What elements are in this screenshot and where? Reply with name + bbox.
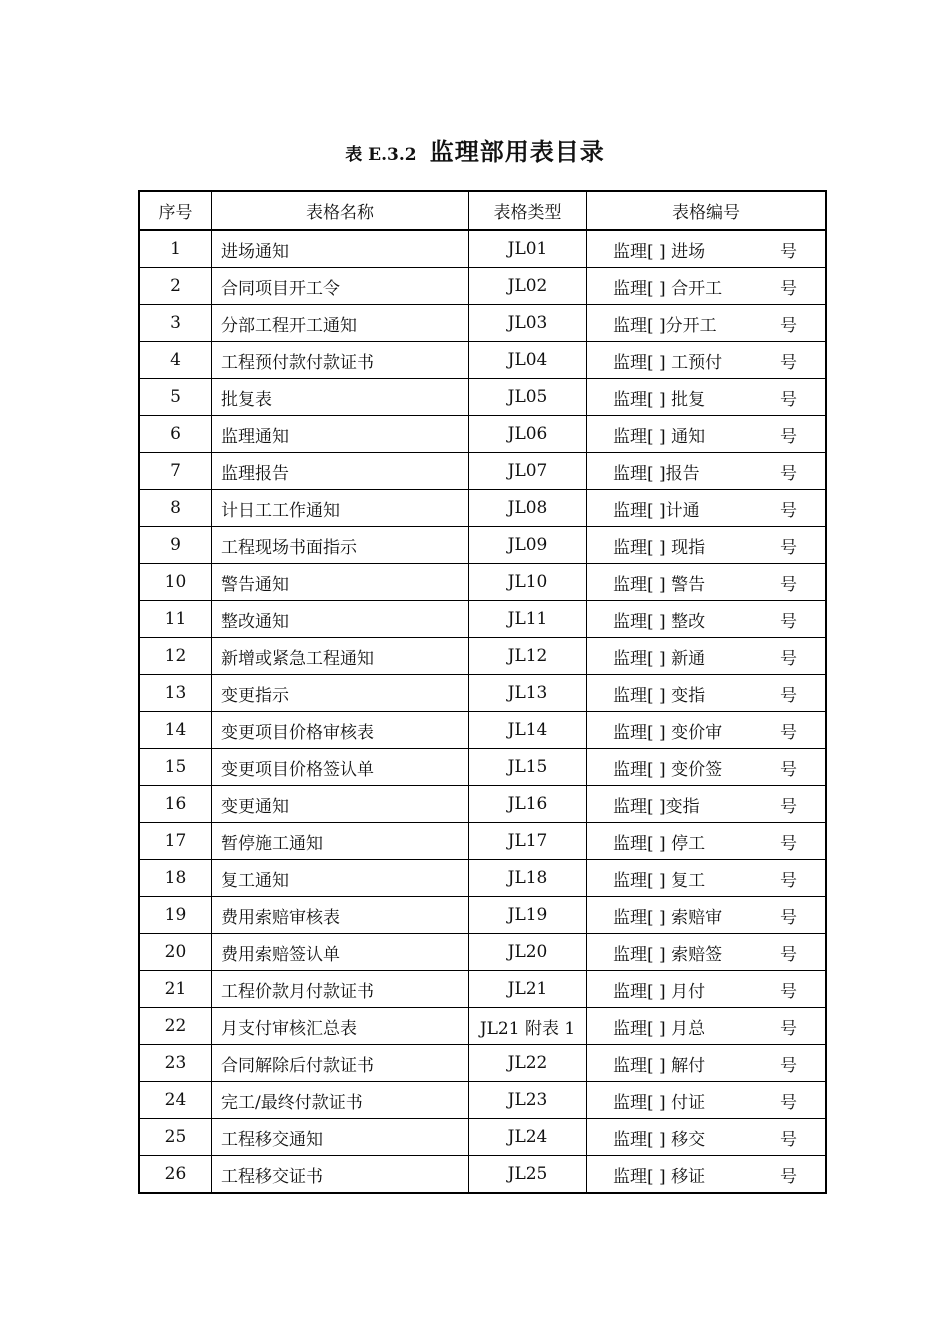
table-title: 监理部用表目录 xyxy=(429,138,605,166)
form-code-prefix: 监理[ ]变指 xyxy=(613,796,700,817)
form-type-cell: JL16 xyxy=(469,786,587,823)
form-name-cell: 变更项目价格审核表 xyxy=(212,712,469,749)
form-code-prefix: 监理[ ] 解付 xyxy=(613,1055,706,1076)
form-code-content xyxy=(587,1088,825,1113)
form-type-cell: JL18 xyxy=(469,860,587,897)
table-body xyxy=(139,230,826,1193)
table-row xyxy=(139,1045,826,1082)
table-row xyxy=(139,601,826,638)
form-type-cell: JL05 xyxy=(469,379,587,416)
form-type-cell: JL25 xyxy=(469,1156,587,1194)
form-code-number-suffix: 号 xyxy=(780,574,797,595)
form-name-cell: 工程现场书面指示 xyxy=(212,527,469,564)
serial-number-cell: 5 xyxy=(139,379,212,416)
form-code-prefix: 监理[ ]分开工 xyxy=(613,315,717,336)
serial-number-cell: 11 xyxy=(139,601,212,638)
form-code-cell xyxy=(587,1008,827,1045)
header-serial-number: 序号 xyxy=(139,191,212,230)
serial-number-cell: 19 xyxy=(139,897,212,934)
serial-number-cell: 1 xyxy=(139,230,212,268)
form-code-content xyxy=(587,496,825,521)
form-code-content xyxy=(587,755,825,780)
form-code-number-suffix: 号 xyxy=(780,1055,797,1076)
form-code-prefix: 监理[ ] 合开工 xyxy=(613,278,723,299)
form-code-prefix: 监理[ ] 移证 xyxy=(613,1166,706,1187)
form-type-cell: JL21 附表 1 xyxy=(469,1008,587,1045)
form-code-number-suffix: 号 xyxy=(780,648,797,669)
form-name-cell: 工程价款月付款证书 xyxy=(212,971,469,1008)
form-code-cell xyxy=(587,971,827,1008)
table-row xyxy=(139,305,826,342)
table-row xyxy=(139,490,826,527)
form-code-prefix: 监理[ ]计通 xyxy=(613,500,700,521)
table-row xyxy=(139,1156,826,1194)
form-code-cell xyxy=(587,786,827,823)
form-type-cell: JL09 xyxy=(469,527,587,564)
form-catalog-table xyxy=(138,190,827,1194)
form-code-cell xyxy=(587,749,827,786)
table-row xyxy=(139,675,826,712)
form-type-cell: JL19 xyxy=(469,897,587,934)
form-type-cell: JL20 xyxy=(469,934,587,971)
table-row xyxy=(139,527,826,564)
form-code-content xyxy=(587,792,825,817)
form-code-content xyxy=(587,422,825,447)
page-title xyxy=(0,132,950,167)
table-header xyxy=(139,191,826,230)
table-row xyxy=(139,379,826,416)
form-code-cell xyxy=(587,342,827,379)
form-name-cell: 完工/最终付款证书 xyxy=(212,1082,469,1119)
form-name-cell: 分部工程开工通知 xyxy=(212,305,469,342)
form-code-number-suffix: 号 xyxy=(780,315,797,336)
form-name-cell: 工程预付款付款证书 xyxy=(212,342,469,379)
form-name-cell: 整改通知 xyxy=(212,601,469,638)
table-row xyxy=(139,342,826,379)
form-type-cell: JL12 xyxy=(469,638,587,675)
form-code-number-suffix: 号 xyxy=(780,796,797,817)
form-type-cell: JL10 xyxy=(469,564,587,601)
form-code-number-suffix: 号 xyxy=(780,833,797,854)
form-code-number-suffix: 号 xyxy=(780,944,797,965)
form-code-cell xyxy=(587,230,827,268)
form-name-cell: 进场通知 xyxy=(212,230,469,268)
form-code-prefix: 监理[ ] 现指 xyxy=(613,537,706,558)
form-code-content xyxy=(587,903,825,928)
table-row xyxy=(139,564,826,601)
form-code-number-suffix: 号 xyxy=(780,241,797,262)
form-type-cell: JL23 xyxy=(469,1082,587,1119)
serial-number-cell: 14 xyxy=(139,712,212,749)
form-name-cell: 变更通知 xyxy=(212,786,469,823)
form-code-content xyxy=(587,1014,825,1039)
table-row xyxy=(139,786,826,823)
form-code-content xyxy=(587,977,825,1002)
form-code-number-suffix: 号 xyxy=(780,426,797,447)
form-code-content xyxy=(587,459,825,484)
form-name-cell: 月支付审核汇总表 xyxy=(212,1008,469,1045)
form-type-cell: JL01 xyxy=(469,230,587,268)
form-code-cell xyxy=(587,675,827,712)
form-code-number-suffix: 号 xyxy=(780,981,797,1002)
form-code-prefix: 监理[ ] 通知 xyxy=(613,426,706,447)
form-code-prefix: 监理[ ]报告 xyxy=(613,463,700,484)
table-row xyxy=(139,1082,826,1119)
serial-number-cell: 23 xyxy=(139,1045,212,1082)
form-code-number-suffix: 号 xyxy=(780,1092,797,1113)
table-row xyxy=(139,638,826,675)
form-code-content xyxy=(587,644,825,669)
serial-number-cell: 8 xyxy=(139,490,212,527)
form-code-prefix: 监理[ ] 变指 xyxy=(613,685,706,706)
form-code-content xyxy=(587,570,825,595)
form-code-cell xyxy=(587,1045,827,1082)
form-code-content xyxy=(587,1125,825,1150)
serial-number-cell: 13 xyxy=(139,675,212,712)
form-code-content xyxy=(587,718,825,743)
form-code-cell xyxy=(587,638,827,675)
header-form-type: 表格类型 xyxy=(469,191,587,230)
form-name-cell: 监理报告 xyxy=(212,453,469,490)
table-row xyxy=(139,453,826,490)
serial-number-cell: 26 xyxy=(139,1156,212,1194)
form-code-prefix: 监理[ ] 索赔审 xyxy=(613,907,723,928)
form-code-content xyxy=(587,940,825,965)
form-code-number-suffix: 号 xyxy=(780,1166,797,1187)
form-code-cell xyxy=(587,897,827,934)
form-name-cell: 合同解除后付款证书 xyxy=(212,1045,469,1082)
form-code-prefix: 监理[ ] 付证 xyxy=(613,1092,706,1113)
form-name-cell: 批复表 xyxy=(212,379,469,416)
form-code-number-suffix: 号 xyxy=(780,278,797,299)
form-name-cell: 工程移交通知 xyxy=(212,1119,469,1156)
form-name-cell: 费用索赔签认单 xyxy=(212,934,469,971)
form-code-prefix: 监理[ ] 移交 xyxy=(613,1129,706,1150)
table-row xyxy=(139,860,826,897)
header-form-name: 表格名称 xyxy=(212,191,469,230)
table-row xyxy=(139,749,826,786)
form-code-cell xyxy=(587,490,827,527)
form-type-cell: JL02 xyxy=(469,268,587,305)
form-code-cell xyxy=(587,712,827,749)
header-form-code: 表格编号 xyxy=(587,191,827,230)
table-row xyxy=(139,1008,826,1045)
form-name-cell: 合同项目开工令 xyxy=(212,268,469,305)
form-code-cell xyxy=(587,1156,827,1194)
form-code-prefix: 监理[ ] 月付 xyxy=(613,981,706,1002)
form-code-content xyxy=(587,1051,825,1076)
form-type-cell: JL06 xyxy=(469,416,587,453)
serial-number-cell: 15 xyxy=(139,749,212,786)
form-code-cell xyxy=(587,527,827,564)
serial-number-cell: 25 xyxy=(139,1119,212,1156)
serial-number-cell: 17 xyxy=(139,823,212,860)
form-code-number-suffix: 号 xyxy=(780,463,797,484)
form-type-cell: JL14 xyxy=(469,712,587,749)
form-code-number-suffix: 号 xyxy=(780,1018,797,1039)
form-code-prefix: 监理[ ] 月总 xyxy=(613,1018,706,1039)
table-row xyxy=(139,934,826,971)
form-type-cell: JL04 xyxy=(469,342,587,379)
serial-number-cell: 10 xyxy=(139,564,212,601)
form-name-cell: 新增或紧急工程通知 xyxy=(212,638,469,675)
form-code-number-suffix: 号 xyxy=(780,870,797,891)
form-code-content xyxy=(587,607,825,632)
form-code-cell xyxy=(587,453,827,490)
serial-number-cell: 7 xyxy=(139,453,212,490)
serial-number-cell: 21 xyxy=(139,971,212,1008)
form-code-prefix: 监理[ ] 警告 xyxy=(613,574,706,595)
form-name-cell: 监理通知 xyxy=(212,416,469,453)
form-name-cell: 暂停施工通知 xyxy=(212,823,469,860)
serial-number-cell: 2 xyxy=(139,268,212,305)
form-code-prefix: 监理[ ] 变价审 xyxy=(613,722,723,743)
form-code-number-suffix: 号 xyxy=(780,352,797,373)
form-code-cell xyxy=(587,860,827,897)
form-code-prefix: 监理[ ] 新通 xyxy=(613,648,706,669)
table-row xyxy=(139,712,826,749)
form-code-prefix: 监理[ ] 索赔签 xyxy=(613,944,723,965)
table-row xyxy=(139,823,826,860)
form-type-cell: JL22 xyxy=(469,1045,587,1082)
form-type-cell: JL17 xyxy=(469,823,587,860)
form-name-cell: 复工通知 xyxy=(212,860,469,897)
form-code-cell xyxy=(587,1082,827,1119)
table-row xyxy=(139,971,826,1008)
form-code-prefix: 监理[ ] 变价签 xyxy=(613,759,723,780)
table-row xyxy=(139,230,826,268)
form-code-content xyxy=(587,1162,825,1187)
serial-number-cell: 3 xyxy=(139,305,212,342)
form-code-number-suffix: 号 xyxy=(780,500,797,521)
form-code-content xyxy=(587,348,825,373)
form-code-cell xyxy=(587,1119,827,1156)
form-code-number-suffix: 号 xyxy=(780,389,797,410)
form-code-prefix: 监理[ ] 整改 xyxy=(613,611,706,632)
form-code-content xyxy=(587,237,825,262)
serial-number-cell: 16 xyxy=(139,786,212,823)
form-code-cell xyxy=(587,934,827,971)
form-code-content xyxy=(587,866,825,891)
form-code-content xyxy=(587,681,825,706)
form-code-prefix: 监理[ ] 停工 xyxy=(613,833,706,854)
serial-number-cell: 24 xyxy=(139,1082,212,1119)
form-type-cell: JL15 xyxy=(469,749,587,786)
table-row xyxy=(139,416,826,453)
table-number: 表 E.3.2 xyxy=(345,145,417,165)
form-type-cell: JL08 xyxy=(469,490,587,527)
form-code-number-suffix: 号 xyxy=(780,611,797,632)
form-code-number-suffix: 号 xyxy=(780,759,797,780)
form-code-cell xyxy=(587,379,827,416)
form-code-prefix: 监理[ ] 工预付 xyxy=(613,352,723,373)
form-code-number-suffix: 号 xyxy=(780,1129,797,1150)
form-code-number-suffix: 号 xyxy=(780,907,797,928)
serial-number-cell: 18 xyxy=(139,860,212,897)
serial-number-cell: 20 xyxy=(139,934,212,971)
form-code-number-suffix: 号 xyxy=(780,537,797,558)
form-name-cell: 警告通知 xyxy=(212,564,469,601)
form-code-content xyxy=(587,311,825,336)
serial-number-cell: 4 xyxy=(139,342,212,379)
form-code-number-suffix: 号 xyxy=(780,722,797,743)
form-code-content xyxy=(587,829,825,854)
form-name-cell: 计日工工作通知 xyxy=(212,490,469,527)
form-type-cell: JL07 xyxy=(469,453,587,490)
form-name-cell: 费用索赔审核表 xyxy=(212,897,469,934)
form-code-content xyxy=(587,274,825,299)
form-code-cell xyxy=(587,601,827,638)
form-name-cell: 变更项目价格签认单 xyxy=(212,749,469,786)
form-code-cell xyxy=(587,823,827,860)
serial-number-cell: 12 xyxy=(139,638,212,675)
header-row xyxy=(139,191,826,230)
form-name-cell: 工程移交证书 xyxy=(212,1156,469,1194)
form-type-cell: JL13 xyxy=(469,675,587,712)
form-code-cell xyxy=(587,416,827,453)
table-row xyxy=(139,897,826,934)
form-code-cell xyxy=(587,268,827,305)
form-type-cell: JL21 xyxy=(469,971,587,1008)
table-row xyxy=(139,268,826,305)
form-code-cell xyxy=(587,305,827,342)
serial-number-cell: 22 xyxy=(139,1008,212,1045)
form-code-prefix: 监理[ ] 进场 xyxy=(613,241,706,262)
form-type-cell: JL03 xyxy=(469,305,587,342)
form-type-cell: JL24 xyxy=(469,1119,587,1156)
form-type-cell: JL11 xyxy=(469,601,587,638)
form-code-prefix: 监理[ ] 复工 xyxy=(613,870,706,891)
form-code-content xyxy=(587,533,825,558)
form-name-cell: 变更指示 xyxy=(212,675,469,712)
serial-number-cell: 6 xyxy=(139,416,212,453)
form-code-cell xyxy=(587,564,827,601)
form-code-content xyxy=(587,385,825,410)
form-code-number-suffix: 号 xyxy=(780,685,797,706)
table-row xyxy=(139,1119,826,1156)
form-code-prefix: 监理[ ] 批复 xyxy=(613,389,706,410)
serial-number-cell: 9 xyxy=(139,527,212,564)
